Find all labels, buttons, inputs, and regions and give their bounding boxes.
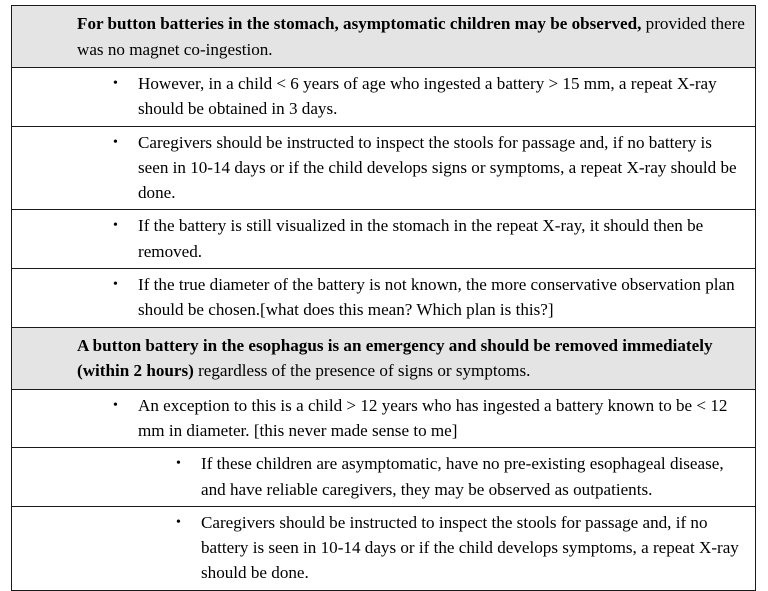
statement-rest-stomach: provided there was no magnet co-ingestion. bbox=[77, 14, 745, 59]
statement-paragraph-stomach bbox=[12, 6, 755, 67]
bullet-icon: • bbox=[113, 397, 118, 413]
statement-rest-esophagus: regardless of the presence of signs or symptoms. bbox=[193, 361, 531, 381]
statement-bold-lead-stomach: For button batteries in the stomach, asymptomatic children may be observed, bbox=[77, 14, 642, 33]
bullet-cell-3 bbox=[12, 210, 756, 269]
table-row-statement-stomach bbox=[12, 6, 756, 68]
statement-cell-stomach bbox=[12, 6, 756, 68]
table-row-bullet-5 bbox=[12, 389, 756, 448]
table-row-bullet-1 bbox=[12, 68, 756, 127]
list-item bbox=[12, 127, 755, 210]
statement-bold-lead-esophagus: A button battery in the esophagus is an emergency and should be removed immediately (within 2 hours) bbox=[77, 335, 713, 381]
guideline-table-body bbox=[12, 6, 756, 591]
list-item-text: However, in a child < 6 years of age who ingested a battery > 15 mm, a repeat X-ray should be obtained in 3 days. bbox=[138, 74, 717, 119]
table-row-bullet-4 bbox=[12, 269, 756, 328]
list-item bbox=[12, 269, 755, 327]
bullet-cell-6 bbox=[12, 448, 756, 507]
list-item-text: An exception to this is a child > 12 years who has ingested a battery known to be < 12 mm in diameter. [this never made sense to me] bbox=[138, 395, 728, 440]
list-item bbox=[12, 448, 755, 506]
bullet-cell-2 bbox=[12, 126, 756, 210]
list-item bbox=[12, 210, 755, 268]
bullet-cell-4 bbox=[12, 269, 756, 328]
statement-paragraph-esophagus bbox=[12, 328, 755, 389]
table-row-bullet-7 bbox=[12, 506, 756, 590]
bullet-icon: • bbox=[113, 76, 118, 91]
bullet-icon: • bbox=[113, 134, 118, 150]
bullet-cell-7 bbox=[12, 506, 756, 590]
statement-cell-esophagus bbox=[12, 327, 756, 389]
list-item bbox=[12, 68, 755, 126]
list-item bbox=[12, 390, 755, 448]
table-row-bullet-6 bbox=[12, 448, 756, 507]
bullet-cell-1 bbox=[12, 68, 756, 127]
guideline-table bbox=[11, 5, 756, 591]
table-row-statement-esophagus bbox=[12, 327, 756, 389]
list-item bbox=[12, 507, 755, 590]
table-row-bullet-2 bbox=[12, 126, 756, 210]
list-item-text: Caregivers should be instructed to inspect the stools for passage and, if no battery is seen in 10-14 days or if the child develops symptoms, a repeat X-ray should be done. bbox=[201, 512, 739, 583]
bullet-icon: • bbox=[113, 277, 118, 293]
table-row-bullet-3 bbox=[12, 210, 756, 269]
list-item-text: If these children are asymptomatic, have no pre-existing esophageal disease, and have reliable caregivers, they may be observed as outpatients. bbox=[201, 454, 724, 499]
bullet-icon: • bbox=[113, 218, 118, 234]
list-item-text: If the battery is still visualized in the stomach in the repeat X-ray, it should then be removed. bbox=[138, 216, 704, 261]
bullet-icon: • bbox=[176, 514, 181, 530]
bullet-cell-5 bbox=[12, 389, 756, 448]
bullet-icon: • bbox=[176, 456, 181, 472]
list-item-text: If the true diameter of the battery is not known, the more conservative observation plan should be chosen.[what does this mean? Which plan is this?] bbox=[138, 275, 735, 320]
list-item-text: Caregivers should be instructed to inspect the stools for passage and, if no battery is seen in 10-14 days or if the child develops signs or symptoms, a repeat X-ray should be done. bbox=[138, 132, 737, 203]
